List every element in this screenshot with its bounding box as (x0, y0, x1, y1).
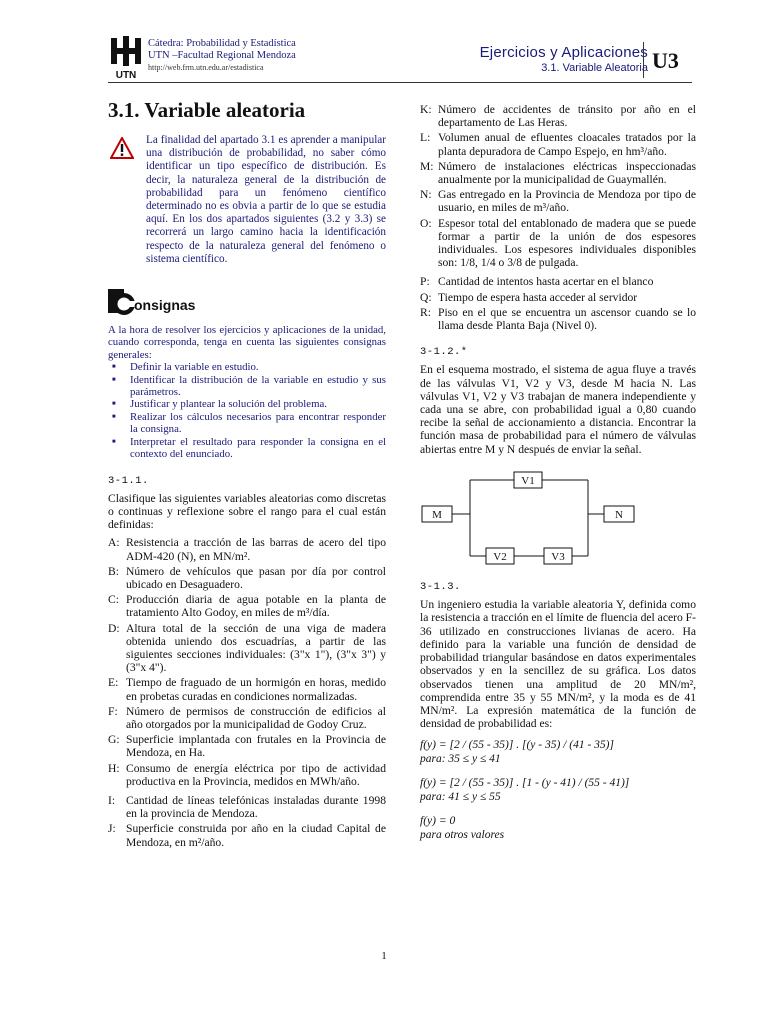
list-item: K: Número de accidentes de tránsito por año en el departamento de Las Heras. (420, 103, 696, 130)
list-item: H: Consumo de energía eléctrica por tipo de actividad productiva en la Provincia, medidos en MWh/año. (108, 761, 386, 788)
svg-text:N: N (615, 508, 623, 521)
unit-label: U3 (652, 48, 679, 73)
exercise-text: Un ingeniero estudia la variable aleatoria Y, definida como la resistencia a tracción en el límite de fluencia del acero F-36 utilizado en construcciones livianas de acero. Ha definido para la variable una función de densidad de probabilidad triangular basándose en datos experimentales observados y en la sencillez de su gráfica. Los datos observados tienen una amplitud de 20 MN/m², comprendida entre 35 y 55 MN/m², y la moda es de 41 MN/m². La expresión matemática de la función de densidad de probabilidad es: (420, 598, 696, 731)
section-subtitle: 3.1. Variable Aleatoria (541, 62, 648, 74)
warning-text: La finalidad del apartado 3.1 es aprender a manipular una distribución de probabilidad, no saber cómo identificar un tipo específico de distribución. Es decir, la naturaleza general de la distribución de probabilidad para un fenómeno científico determinado no es obvia a partir de lo que se estudia aquí. En los dos apartados siguientes (3.2 y 3.3) se recorrerá un largo camino hacia la identificación respecto de la naturaleza general del fenómeno o sistema científico. (146, 134, 386, 265)
warning-icon (110, 137, 134, 163)
header-institution (148, 38, 296, 74)
facultad-text: UTN –Facultad Regional Mendoza (148, 50, 296, 61)
svg-text:M: M (432, 508, 442, 521)
variable-list-left (108, 536, 386, 848)
list-item: B: Número de vehículos que pasan por día por control ubicado en Desaguadero. (108, 564, 386, 591)
list-item: Q: Tiempo de espera hasta acceder al servidor (420, 290, 638, 304)
svg-text:V1: V1 (521, 474, 535, 487)
formula-line: f(y) = 0 (420, 815, 456, 828)
formula-line: f(y) = [2 / (55 - 35)] . [1 - (y - 41) / (55 - 41)] (420, 777, 630, 790)
list-item: ■ Justificar y plantear la solución del problema. (108, 398, 386, 410)
list-item: A: Resistencia a tracción de las barras de acero del tipo ADM-420 (N), en MN/m². (108, 536, 386, 563)
list-item: R: Piso en el que se encuentra un ascensor cuando se lo llama desde Planta Baja (Nivel 0). (420, 305, 696, 333)
list-item: G: Superficie implantada con frutales en la Provincia de Mendoza, en Ha. (108, 733, 386, 760)
website-link[interactable]: http://web.frm.utn.edu.ar/estadistica (148, 63, 264, 72)
section-title: Ejercicios y Aplicaciones (479, 44, 648, 61)
density-function (420, 738, 696, 842)
formula-condition: para otros valores (420, 829, 505, 842)
list-item: ■ Definir la variable en estudio. (108, 361, 386, 373)
list-item: C: Producción diaria de agua potable en la planta de tratamiento Alto Godoy, en miles de m³/día. (108, 593, 386, 620)
page-title: 3.1. Variable aleatoria (108, 98, 306, 122)
list-item: E: Tiempo de fraguado de un hormigón en horas, medido en probetas curadas en condiciones normalizadas. (108, 676, 386, 703)
exercise-intro: Clasifique las siguientes variables aleatorias como discretas o continuas y reflexione sobre el rango para el cual están definidas: (108, 491, 386, 532)
formula-condition: para: 41 ≤ y ≤ 55 (420, 791, 501, 804)
svg-text:UTN: UTN (115, 70, 137, 80)
list-item: I: Cantidad de líneas telefónicas instaladas durante 1998 en la provincia de Mendoza. (108, 793, 386, 821)
formula-line: f(y) = [2 / (55 - 35)] . [(y - 35) / (41 - 35)] (420, 739, 614, 752)
list-item: F: Número de permisos de construcción de edificios al año otorgados por la municipalidad de Godoy Cruz. (108, 704, 386, 731)
consignas-logo (108, 286, 386, 316)
consignas-list (108, 361, 386, 460)
list-item: M: Número de instalaciones eléctricas inspeccionadas anualmente por la municipalidad de Guaymallén. (420, 159, 696, 187)
list-item: P: Cantidad de intentos hasta acertar en el blanco (420, 275, 654, 289)
list-item: ■ Realizar los cálculos necesarios para encontrar responder la consigna. (108, 411, 386, 436)
list-item: ■ Interpretar el resultado para responder la consigna en el contexto del enunciado. (108, 436, 386, 461)
page-number: 1 (381, 950, 387, 962)
list-item: ■ Identificar la distribución de la variable en estudio y sus parámetros. (108, 374, 386, 399)
list-item: O: Espesor total del entablonado de madera que se puede formar a partir de la unión de dos espesores individuales. Los espesores individuales disponibles son: 1/8, 1/4 o 3/8 de pulgada. (420, 216, 696, 270)
header-section (480, 44, 648, 74)
left-column (108, 98, 386, 851)
list-item: N: Gas entregado en la Provincia de Mendoza por tipo de usuario, en miles de m³/año. (420, 188, 696, 215)
formula-condition: para: 35 ≤ y ≤ 41 (420, 753, 501, 766)
header-divider (643, 42, 644, 78)
list-item: L: Volumen anual de efluentes cloacales tratados por la planta depuradora de Campo Espejo, en hm³/año. (420, 131, 696, 158)
exercise-number: 3-1.2.* (420, 346, 468, 359)
catedra-text: Cátedra: Probabilidad y Estadística (148, 38, 296, 49)
exercise-number: 3-1.1. (108, 474, 149, 487)
valve-diagram (420, 464, 696, 571)
variable-list-right (420, 103, 696, 332)
warning-note (108, 134, 386, 266)
utn-logo (108, 36, 144, 80)
list-item: D: Altura total de la sección de una viga de madera obtenida uniendo dos escuadrías, a partir de las siguientes secciones individuales: (3"x 1"), (3"x 3") y (3"x 4"). (108, 621, 386, 675)
list-item: J: Superficie construida por año en la ciudad Capital de Mendoza, en m²/año. (108, 822, 386, 849)
exercise-number: 3-1.3. (420, 581, 461, 594)
consignas-intro: A la hora de resolver los ejercicios y aplicaciones de la unidad, cuando corresponda, tenga en cuenta las siguientes consignas generales: (108, 324, 386, 361)
header-rule (108, 82, 692, 83)
svg-text:V3: V3 (551, 550, 565, 563)
right-column (420, 103, 696, 842)
svg-text:V2: V2 (493, 550, 507, 563)
exercise-text: En el esquema mostrado, el sistema de agua fluye a través de las válvulas V1, V2 y V3, desde M hacia N. Las válvulas V1, V2 y V3 trabajan de manera independiente y cada una se abre, con probabilidad igual a 0,80 cuando recibe la señal de accionamiento a distancia. Encontrar la función masa de probabilidad para el número de válvulas abiertas entre M y N después de enviar la señal. (420, 363, 696, 456)
svg-text:onsignas: onsignas (134, 297, 196, 314)
